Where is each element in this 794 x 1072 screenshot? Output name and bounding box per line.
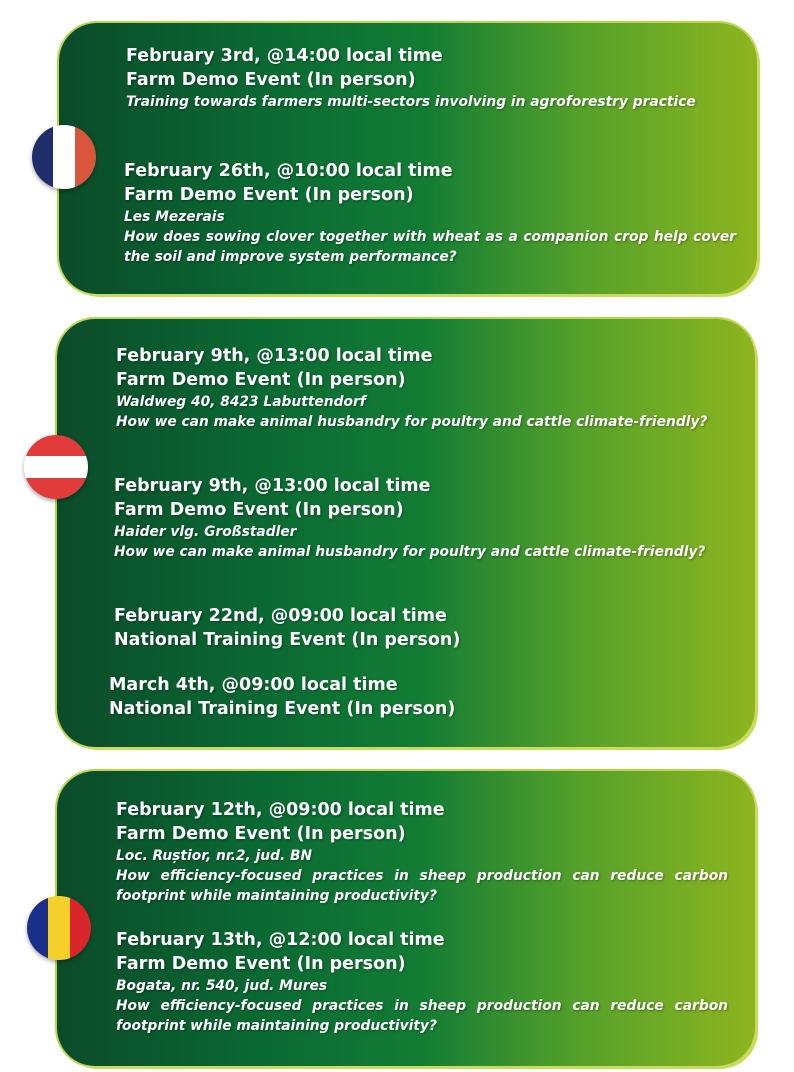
event-item <box>126 44 736 112</box>
event-item <box>109 673 728 721</box>
event-item <box>114 474 728 562</box>
france-flag-icon <box>32 125 96 189</box>
event-date: February 22nd, @09:00 local time <box>114 606 447 626</box>
event-location: Loc. Ruștior, nr.2, jud. BN <box>116 848 313 864</box>
event-location: Haider vlg. Großstadler <box>114 524 297 540</box>
event-item <box>116 798 728 906</box>
event-description: How we can make animal husbandry for poultry and cattle climate-friendly? <box>114 544 706 560</box>
event-location: Les Mezerais <box>124 209 225 225</box>
event-type: National Training Event (In person) <box>109 699 456 719</box>
event-type: National Training Event (In person) <box>114 630 461 650</box>
event-item <box>124 159 736 267</box>
event-location: Bogata, nr. 540, jud. Mures <box>116 978 328 994</box>
event-date: February 9th, @13:00 local time <box>114 476 431 496</box>
event-description: How efficiency-focused practices in sheep production can reduce carbon footprint while maintaining productivity? <box>116 998 728 1034</box>
event-type: Farm Demo Event (In person) <box>116 824 406 844</box>
event-location: Waldweg 40, 8423 Labuttendorf <box>116 394 366 410</box>
event-date: February 9th, @13:00 local time <box>116 346 433 366</box>
event-type: Farm Demo Event (In person) <box>114 500 404 520</box>
austria-flag-icon <box>24 435 88 499</box>
event-type: Farm Demo Event (In person) <box>124 185 414 205</box>
romania-flag-icon <box>27 896 91 960</box>
event-date: March 4th, @09:00 local time <box>109 675 398 695</box>
event-date: February 26th, @10:00 local time <box>124 161 453 181</box>
event-type: Farm Demo Event (In person) <box>116 370 406 390</box>
event-type: Farm Demo Event (In person) <box>116 954 406 974</box>
event-type: Farm Demo Event (In person) <box>126 70 416 90</box>
event-description: How we can make animal husbandry for poultry and cattle climate-friendly? <box>116 414 708 430</box>
event-item <box>114 604 728 652</box>
event-description: Training towards farmers multi-sectors involving in agroforestry practice <box>126 94 696 110</box>
event-item <box>116 344 728 432</box>
event-date: February 3rd, @14:00 local time <box>126 46 443 66</box>
event-description: How does sowing clover together with wheat as a companion crop help cover the soil and improve system performance? <box>124 229 736 265</box>
event-description: How efficiency-focused practices in sheep production can reduce carbon footprint while maintaining productivity? <box>116 868 728 904</box>
event-date: February 12th, @09:00 local time <box>116 800 445 820</box>
event-date: February 13th, @12:00 local time <box>116 930 445 950</box>
event-item <box>116 928 728 1036</box>
